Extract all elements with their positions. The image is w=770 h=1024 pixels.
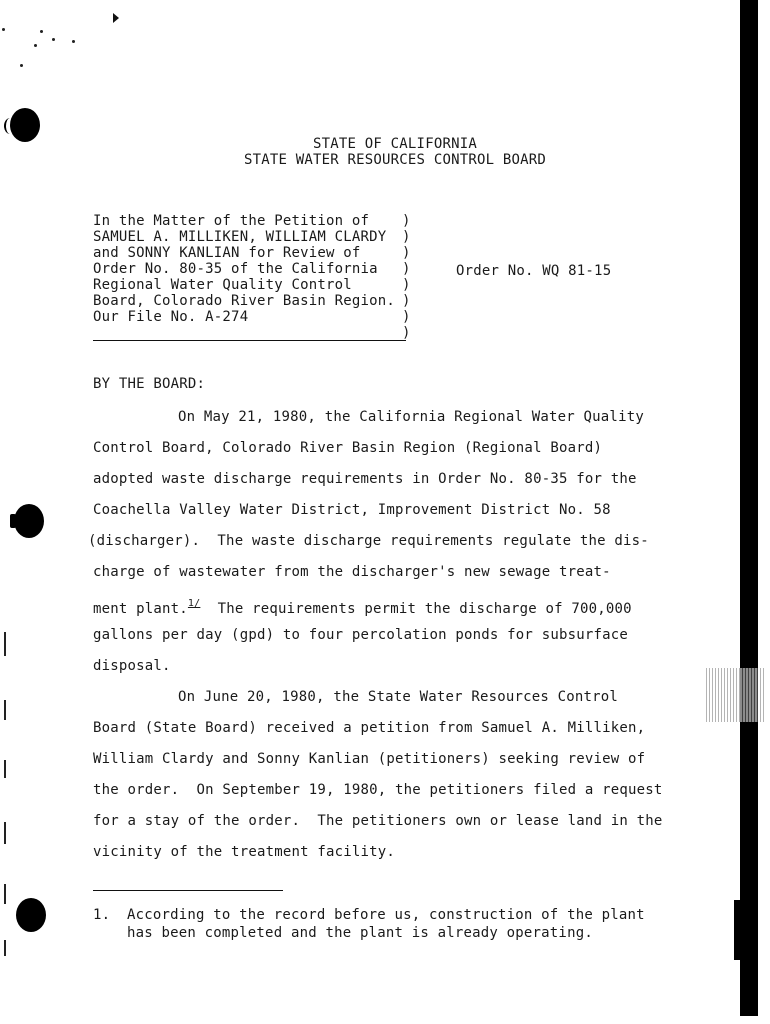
paragraph-line: (discharger). The waste discharge requirements regulate the dis-	[88, 533, 649, 549]
punch-hole-bottom	[16, 898, 46, 932]
margin-mark	[4, 700, 6, 720]
scan-speck	[34, 44, 37, 47]
header-board: STATE WATER RESOURCES CONTROL BOARD	[243, 152, 546, 168]
paragraph-line: On June 20, 1980, the State Water Resources Control	[178, 689, 619, 705]
paragraph-text: ment plant.	[93, 601, 188, 617]
paragraph-line: Board (State Board) received a petition from Samuel A. Milliken,	[93, 720, 646, 736]
scan-noise-patch	[706, 668, 766, 722]
caption-line: Board, Colorado River Basin Region.	[93, 293, 396, 309]
caption-line: and SONNY KANLIAN for Review of	[93, 245, 361, 261]
caption-line: SAMUEL A. MILLIKEN, WILLIAM CLARDY	[93, 229, 387, 245]
paragraph-line: the order. On September 19, 1980, the petitioners filed a request	[93, 782, 663, 798]
paragraph-line: William Clardy and Sonny Kanlian (petitioners) seeking review of	[93, 751, 646, 767]
header-state: STATE OF CALIFORNIA	[313, 136, 477, 152]
caption-line: In the Matter of the Petition of	[93, 213, 370, 229]
scan-arrow-mark	[113, 13, 119, 23]
caption-rule	[93, 340, 406, 341]
scan-speck	[20, 64, 23, 67]
footnote-number: 1.	[93, 907, 111, 923]
caption-line: Order No. 80-35 of the California	[93, 261, 378, 277]
caption-line: Our File No. A-274	[93, 309, 249, 325]
paragraph-line: disposal.	[93, 658, 171, 674]
scan-speck	[2, 28, 5, 31]
paragraph-line: Coachella Valley Water District, Improvement District No. 58	[93, 502, 611, 518]
scan-speck	[52, 38, 55, 41]
punch-hole-edge	[10, 514, 16, 528]
footnote-rule	[93, 890, 283, 891]
caption-paren: )	[402, 261, 411, 277]
salutation: BY THE BOARD:	[93, 376, 206, 392]
paragraph-line: charge of wastewater from the discharger's new sewage treat-	[93, 564, 611, 580]
footnote-line: has been completed and the plant is already operating.	[127, 925, 593, 941]
margin-mark	[4, 632, 6, 656]
paragraph-line: gallons per day (gpd) to four percolation ponds for subsurface	[93, 627, 628, 643]
footnote-line: According to the record before us, construction of the plant	[127, 907, 645, 923]
footnote-reference: 1/	[187, 598, 201, 609]
punch-hole-edge	[4, 118, 16, 134]
paragraph-line: for a stay of the order. The petitioners own or lease land in the	[93, 813, 663, 829]
caption-paren: )	[402, 213, 411, 229]
margin-mark	[4, 822, 6, 844]
margin-mark	[4, 760, 6, 778]
paragraph-line: Control Board, Colorado River Basin Region (Regional Board)	[93, 440, 603, 456]
paragraph-line: adopted waste discharge requirements in Order No. 80-35 for the	[93, 471, 637, 487]
margin-mark	[4, 884, 6, 904]
paragraph-line: vicinity of the treatment facility.	[93, 844, 396, 860]
punch-hole-middle	[14, 504, 44, 538]
order-number: Order No. WQ 81-15	[456, 263, 612, 279]
margin-mark	[4, 940, 6, 956]
caption-paren: )	[402, 245, 411, 261]
caption-paren: )	[402, 229, 411, 245]
scan-speck	[72, 40, 75, 43]
paragraph-text: The requirements permit the discharge of 700,000	[200, 601, 632, 617]
caption-paren: )	[402, 293, 411, 309]
scan-speck	[40, 30, 43, 33]
caption-paren: )	[402, 325, 411, 341]
caption-paren: )	[402, 277, 411, 293]
scan-edge-notch	[734, 900, 742, 960]
caption-paren: )	[402, 309, 411, 325]
paragraph-line	[93, 596, 632, 617]
caption-line: Regional Water Quality Control	[93, 277, 352, 293]
paragraph-line: On May 21, 1980, the California Regional Water Quality	[178, 409, 644, 425]
